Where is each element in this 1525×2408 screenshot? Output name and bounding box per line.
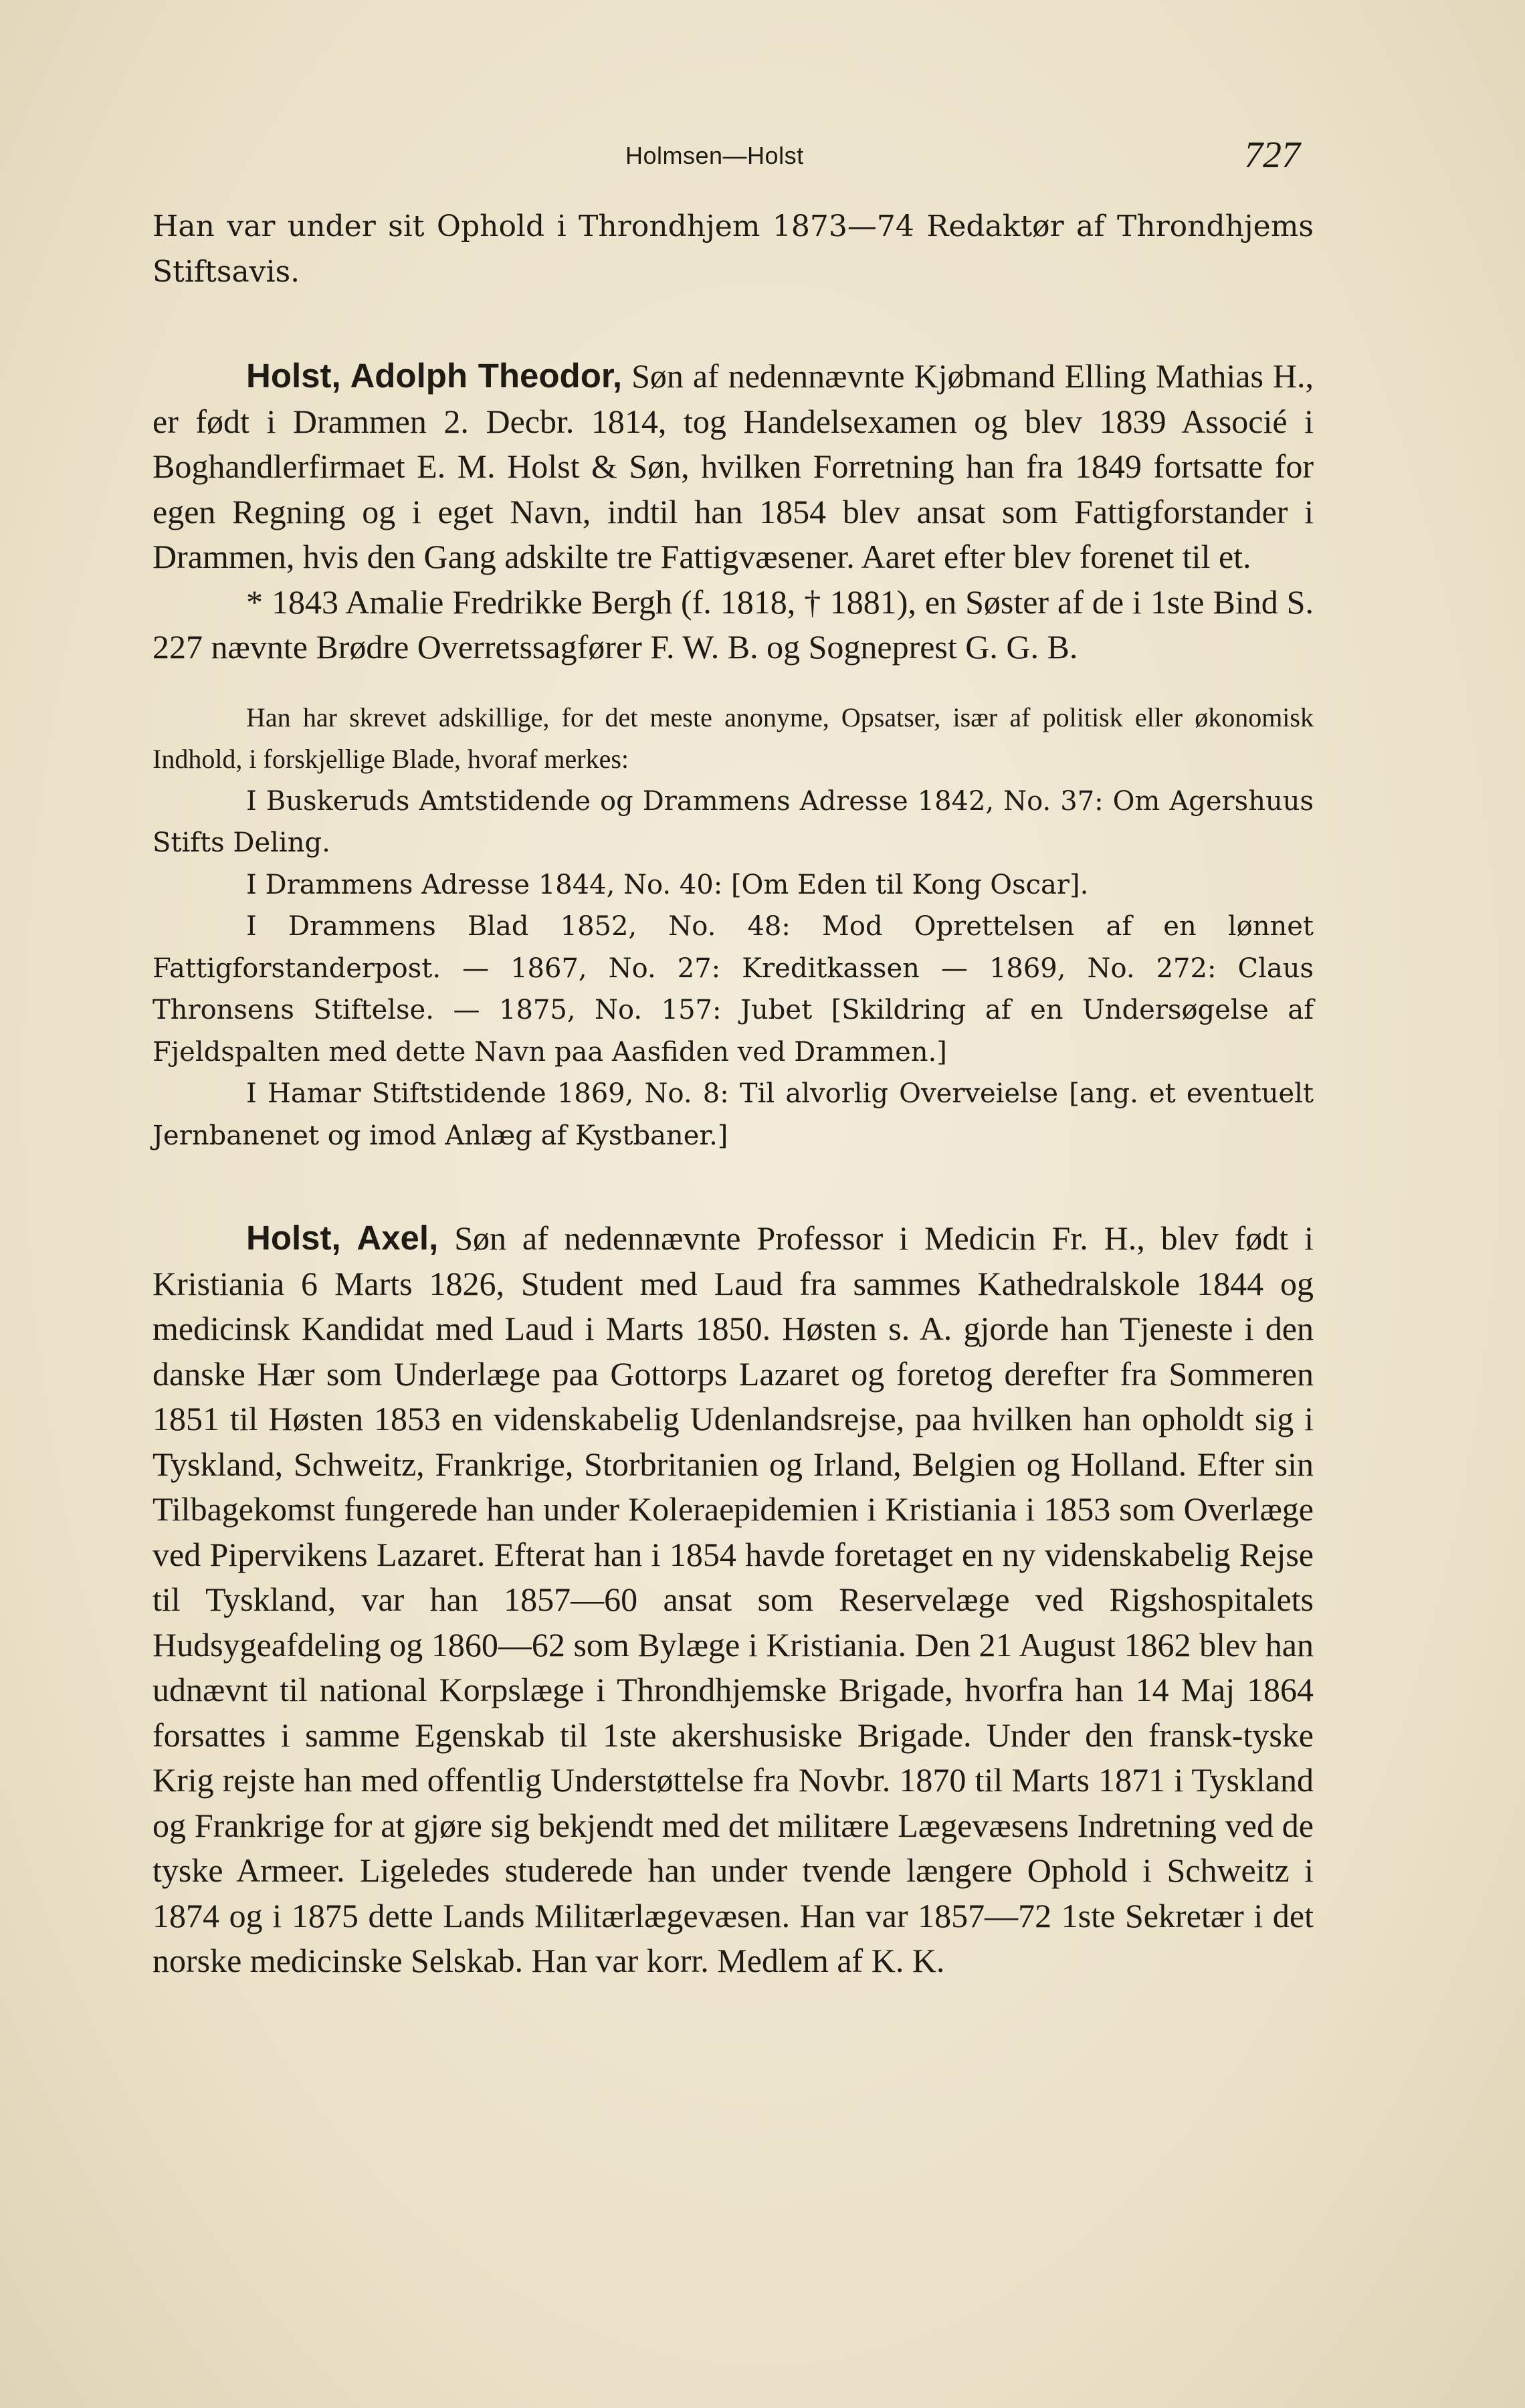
- page-header: [0, 134, 1525, 182]
- entry-adolph-name: Holst, Adolph Theodor,: [246, 357, 623, 395]
- page-number: 727: [1244, 134, 1300, 176]
- bibliography-item: I Hamar Stiftstidende 1869, No. 8: Til alvorlig Overveielse [ang. et eventuelt Jernbanenet og imod Anlæg af Kystbaner.]: [152, 1078, 1314, 1151]
- running-head: Holmsen—Holst: [625, 142, 804, 169]
- entry-adolph-bibliography: [152, 697, 1314, 1157]
- bibliography-item: I Drammens Blad 1852, No. 48: Mod Oprettelsen af en lønnet Fattigforstanderpost. — 1867, No. 27: Kreditkassen — 1869, No. 272: Claus Thronsens Stiftelse. — 1875, No. 157: Jubet [Skildring af en Undersøgelse af Fjeldspalten med dette Navn paa Aasfiden ved Drammen.]: [152, 911, 1314, 1068]
- entry-adolph-paragraph: [152, 353, 1314, 580]
- entry-axel-paragraph: [152, 1215, 1314, 1984]
- entry-adolph-marriage: * 1843 Amalie Fredrikke Bergh (f. 1818, † 1881), en Søster af de i 1ste Bind S. 227 nævnte Brødre Overretssagfører F. W. B. og Sogneprest G. G. B.: [152, 583, 1314, 666]
- bibliography-item: I Drammens Adresse 1844, No. 40: [Om Eden til Kong Oscar].: [246, 869, 1089, 900]
- bibliography-note: Han har skrevet adskillige, for det meste anonyme, Opsatser, især af politisk eller økonomisk Indhold, i forskjellige Blade, hvoraf merkes:: [152, 702, 1314, 774]
- bibliography-item: I Buskeruds Amtstidende og Drammens Adresse 1842, No. 37: Om Agershuus Stifts Deling.: [152, 785, 1314, 858]
- page-body: [152, 204, 1314, 1984]
- entry-adolph-text: Søn af nedennævnte Kjøbmand Elling Mathias H., er født i Drammen 2. Decbr. 1814, tog Handelsexamen og blev 1839 Associé i Boghandlerfirmaet E. M. Holst & Søn, hvilken Forretning han fra 1849 fortsatte for egen Regning og i eget Navn, indtil han 1854 blev ansat som Fattigforstander i Drammen, hvis den Gang adskilte tre Fattigvæsener. Aaret efter blev forenet til et.: [152, 357, 1314, 575]
- entry-axel-text: Søn af nedennævnte Professor i Medicin Fr. H., blev født i Kristiania 6 Marts 1826, Student med Laud fra sammes Kathedralskole 1844 og medicinsk Kandidat med Laud i Marts 1850. Høsten s. A. gjorde han Tjeneste i den danske Hær som Underlæge paa Gottorps Lazaret og foretog derefter fra Sommeren 1851 til Høsten 1853 en videnskabelig Udenlandsrejse, paa hvilken han opholdt sig i Tyskland, Schweitz, Frankrige, Storbritanien og Irland, Belgien og Holland. Efter sin Tilbagekomst fungerede han under Koleraepidemien i Kristiania i 1853 som Overlæge ved Pipervikens Lazaret. Efterat han i 1854 havde foretaget en ny videnskabelig Rejse til Tyskland, var han 1857—60 ansat som Reservelæge ved Rigshospitalets Hudsygeafdeling og 1860—62 som Bylæge i Kristiania. Den 21 August 1862 blev han udnævnt til national Korpslæge i Throndhjemske Brigade, hvorfra han 14 Maj 1864 forsattes i samme Egenskab til 1ste akershusiske Brigade. Under den fransk-tyske Krig rejste han med offentlig Understøttelse fra Novbr. 1870 til Marts 1871 i Tyskland og Frankrige for at gjøre sig bekjendt med det militære Lægevæsens Indretning ved de tyske Armeer. Ligeledes studerede han under tvende længere Ophold i Schweitz i 1874 og i 1875 dette Lands Militærlægevæsen. Han var 1857—72 1ste Sekretær i det norske medicinske Selskab. Han var korr. Medlem af K. K.: [152, 1219, 1314, 1979]
- intro-paragraph: Han var under sit Ophold i Throndhjem 1873—74 Redaktør af Throndhjems Stiftsavis.: [152, 209, 1314, 289]
- entry-axel-name: Holst, Axel,: [246, 1219, 439, 1257]
